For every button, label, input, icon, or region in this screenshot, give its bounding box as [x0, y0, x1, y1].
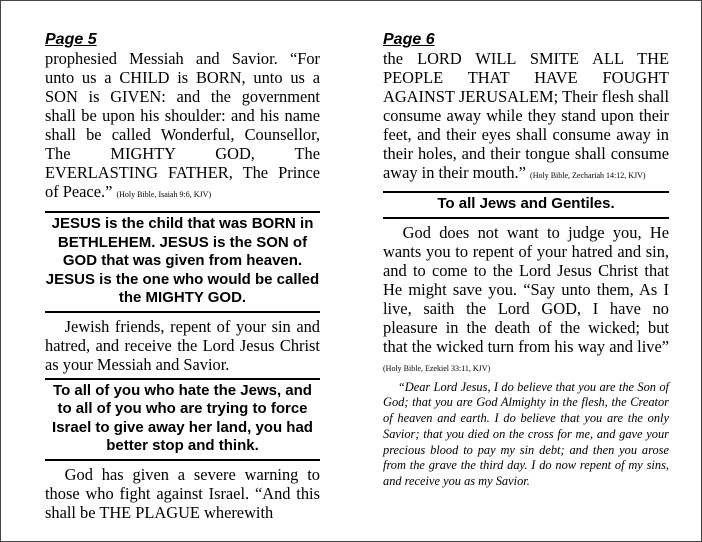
- divider-rule: [45, 211, 320, 213]
- passage-line: EVERLASTING FATHER, The Prince: [45, 163, 320, 182]
- zechariah-citation: (Holy Bible, Zechariah 14:12, KJV): [530, 171, 646, 180]
- passage-last-line: [45, 182, 320, 204]
- page-6-column: [383, 31, 669, 490]
- salvation-prayer: “Dear Lord Jesus, I do believe that you are the Son of God; that you are God Almighty in the flesh, the Creator of heaven and earth. I do believe that you are the only Savior; that you died on the cross for me, and gave your precious blood to pay my sin debt; and then you arose from the grave the third day. I do now repent of my sins, and receive you as my Savior.: [383, 379, 669, 489]
- judgment-paragraph: [383, 223, 669, 378]
- passage-line: unto us a CHILD is BORN, unto us a: [45, 68, 320, 87]
- severe-warning-paragraph: God has given a severe warning to those who fight against Israel. “And this shall be THE PLAGUE wherewith: [45, 464, 320, 522]
- divider-rule: [45, 459, 320, 461]
- jews-gentiles-heading: To all Jews and Gentiles.: [437, 195, 615, 212]
- passage-line: shall be upon his shoulder: and his name: [45, 106, 320, 125]
- passage-line: The MIGHTY GOD, The: [45, 144, 320, 163]
- passage-line: SON is GIVEN: and the government: [45, 87, 320, 106]
- repent-paragraph: Jewish friends, repent of your sin and hatred, and receive the Lord Jesus Christ as your Messiah and Savior.: [45, 316, 320, 374]
- passage-line: of Peace.”: [45, 182, 113, 201]
- zechariah-text: the LORD WILL SMITE ALL THE PEOPLE THAT HAVE FOUGHT AGAINST JERUSALEM; Their flesh shall consume away while they stand upon their feet, and their eyes shall consume away in their holes, and their tongue shall consume away in their mouth.”: [383, 49, 669, 182]
- passage-line: shall be called Wonderful, Counsellor,: [45, 125, 320, 144]
- isaiah-citation: (Holy Bible, Isaiah 9:6, KJV): [116, 190, 212, 199]
- isaiah-passage: [45, 49, 320, 204]
- divider-rule: [45, 311, 320, 313]
- zechariah-passage: [383, 49, 669, 185]
- divider-rule: [383, 217, 669, 219]
- page-6-label: Page 6: [383, 31, 435, 48]
- warning-statement: To all of you who hate the Jews, and to all of you who are trying to force Israel to give away her land, you had better stop and think.: [52, 381, 313, 454]
- page-5-column: [45, 31, 320, 522]
- judgment-text: God does not want to judge you, He wants you to repent of your hatred and sin, and to come to the Lord Jesus Christ that He might save you. “Say unto them, As I live, saith the Lord GOD, I have no pleasure in the death of the wicked; but that the wicked turn from his way and live”: [383, 222, 669, 356]
- page-5-label: Page 5: [45, 31, 97, 48]
- jesus-statement: JESUS is the child that was BORN in BETHLEHEM. JESUS is the SON of GOD that was given from heaven. JESUS is the one who would be called the MIGHTY GOD.: [45, 215, 320, 306]
- passage-line: prophesied Messiah and Savior. “For: [45, 49, 320, 68]
- divider-rule: [45, 378, 320, 380]
- ezekiel-citation: (Holy Bible, Ezekiel 33:11, KJV): [383, 363, 491, 373]
- divider-rule: [383, 191, 669, 193]
